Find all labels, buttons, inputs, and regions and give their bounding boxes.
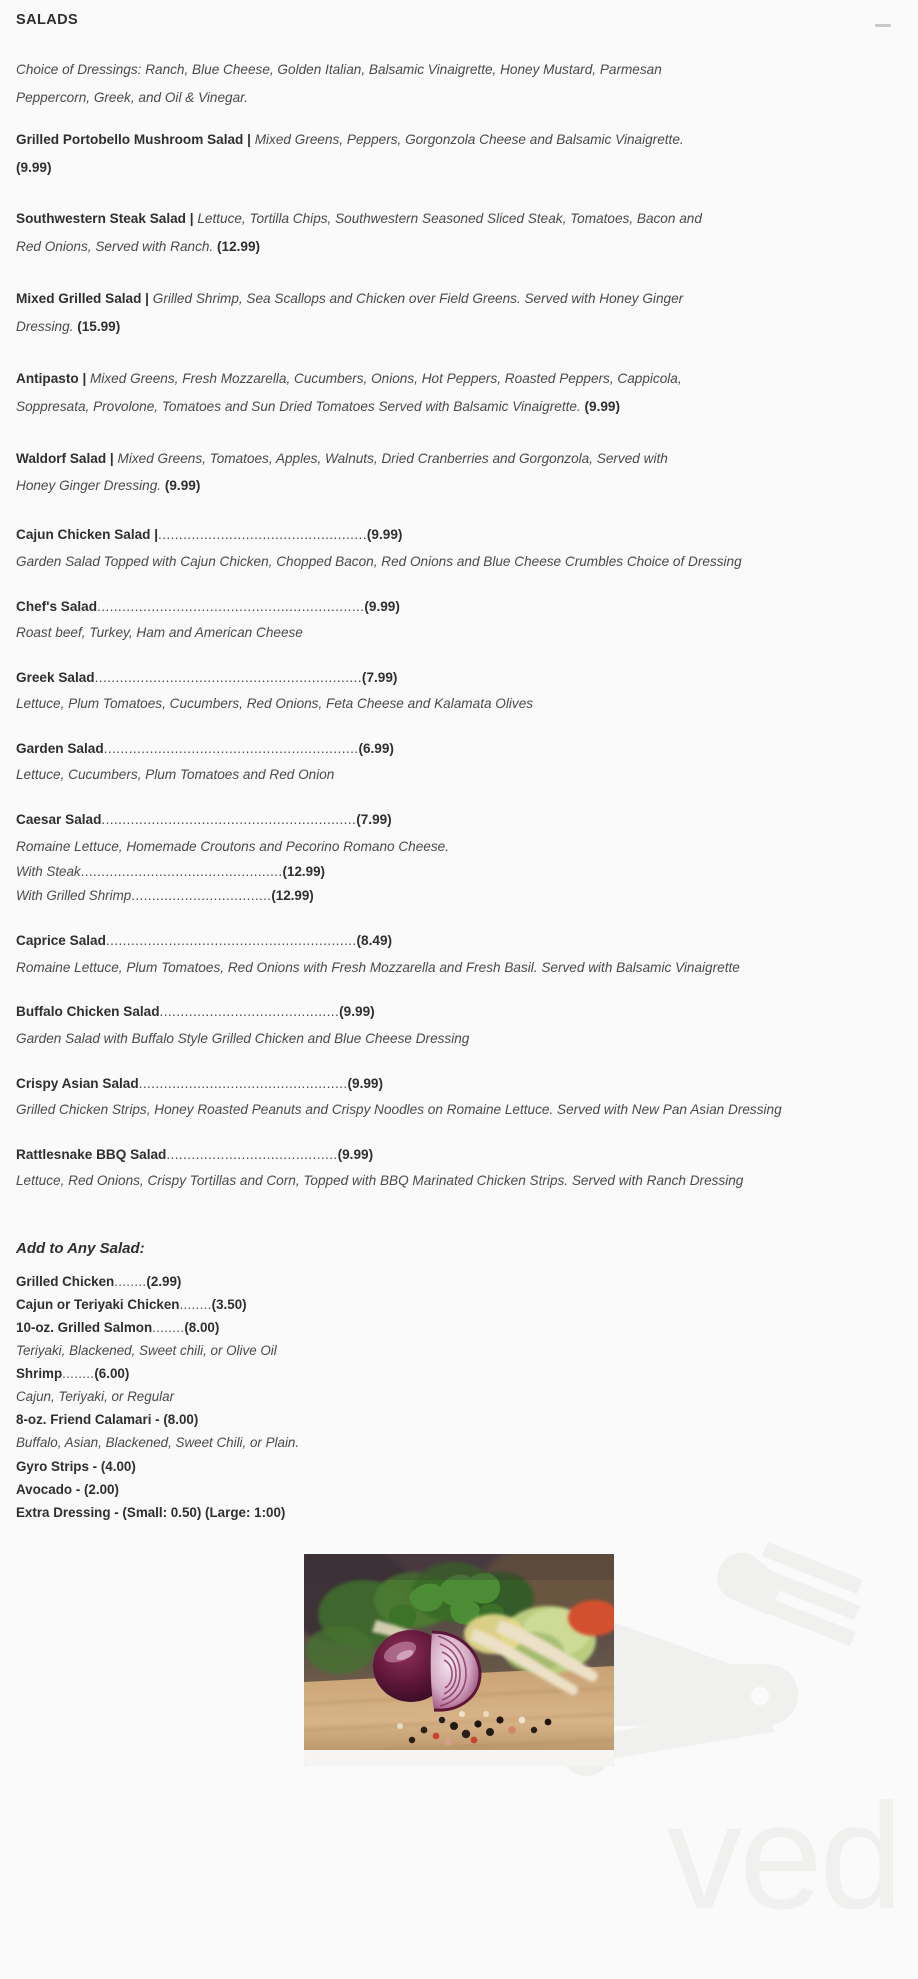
menu-item-description: Lettuce, Cucumbers, Plum Tomatoes and Red Onion (16, 767, 335, 783)
menu-item-description: Mixed Greens, Fresh Mozzarella, Cucumbers, Onions, Hot Peppers, Roasted Peppers, Cappicola, Soppresata, Provolone, Tomatoes and Sun Dried Tomatoes Served with Balsamic Vinaigrette. (16, 370, 682, 414)
dot-leader: .................................................. (138, 1075, 348, 1091)
menu-item-description: Lettuce, Red Onions, Crispy Tortillas and Corn, Topped with BBQ Marinated Chicken Strips. Served with Ranch Dressing (16, 1173, 744, 1189)
photo-container (16, 1554, 902, 1788)
menu-item (16, 285, 708, 341)
add-on-item (16, 1408, 902, 1431)
menu-item-line (16, 596, 902, 618)
menu-item (16, 1073, 902, 1123)
menu-item-price: (9.99) (366, 527, 403, 543)
menu-item-price: (12.99) (217, 239, 261, 255)
menu-item-line (16, 809, 902, 831)
add-ons-section (16, 1240, 902, 1524)
menu-item-line (16, 1001, 902, 1023)
add-on-name: Gyro Strips - (16, 1458, 101, 1474)
menu-item-variant (16, 860, 902, 885)
dot-leader: ................................................................ (94, 669, 362, 685)
add-on-name: Extra Dressing - (16, 1504, 123, 1520)
menu-item-variant (16, 884, 902, 909)
dot-leader: ......................................... (166, 1146, 338, 1162)
menu-item-description: Mixed Greens, Peppers, Gorgonzola Cheese and Balsamic Vinaigrette. (250, 131, 684, 147)
minus-icon[interactable] (872, 14, 894, 36)
menu-item-line (16, 930, 902, 952)
menu-item-name: Caesar Salad (16, 812, 102, 828)
add-on-item (16, 1293, 902, 1316)
add-ons-title: Add to Any Salad: (16, 1240, 145, 1258)
add-on-note: Buffalo, Asian, Blackened, Sweet Chili, or Plain. (16, 1435, 300, 1451)
section-header (16, 0, 902, 36)
menu-item-price: (9.99) (164, 478, 201, 494)
add-on-price: (8.00) (184, 1320, 220, 1336)
menu-item-price: (9.99) (339, 1004, 375, 1020)
add-on-item (16, 1455, 902, 1478)
menu-item-name: Antipasto | (16, 370, 87, 386)
dotted-item-list (16, 524, 902, 1194)
menu-item (16, 445, 708, 501)
menu-item (16, 1001, 902, 1051)
menu-item-price: (9.99) (16, 159, 52, 175)
menu-item-line (16, 1144, 902, 1166)
menu-item (16, 524, 902, 574)
add-on-item (16, 1270, 902, 1293)
add-on-name: Avocado - (16, 1481, 84, 1497)
menu-item-price: (9.99) (337, 1146, 374, 1162)
menu-item-name: Grilled Portobello Mushroom Salad | (16, 131, 251, 147)
menu-item-name: Garden Salad (16, 741, 104, 757)
add-on-note: Teriyaki, Blackened, Sweet chili, or Olive Oil (16, 1343, 277, 1359)
dot-leader: ............................................................ (105, 933, 357, 949)
add-on-name: Shrimp (16, 1366, 63, 1382)
salad-ingredients-photo (304, 1554, 614, 1766)
menu-item-price: (9.99) (584, 398, 621, 414)
menu-item-description: Garden Salad Topped with Cajun Chicken, Chopped Bacon, Red Onions and Blue Cheese Crumbles Choice of Dressing (16, 553, 742, 569)
add-on-price: (2.99) (146, 1274, 182, 1290)
menu-item-line (16, 524, 902, 546)
add-ons-rows (16, 1270, 902, 1524)
menu-item-description: Roast beef, Turkey, Ham and American Cheese (16, 624, 303, 640)
menu-item (16, 596, 902, 646)
menu-item-name: Chef's Salad (16, 598, 98, 614)
menu-item (16, 126, 708, 182)
menu-item-price: (7.99) (361, 669, 398, 685)
menu-item-description: Grilled Shrimp, Sea Scallops and Chicken over Field Greens. Served with Honey Ginger Dressing. (16, 291, 684, 335)
menu-item-description: Grilled Chicken Strips, Honey Roasted Peanuts and Crispy Noodles on Romaine Lettuce. Served with New Pan Asian Dressing (16, 1102, 782, 1118)
menu-item (16, 667, 902, 717)
menu-item (16, 205, 708, 261)
menu-item (16, 1144, 902, 1194)
add-on-name: Grilled Chicken (16, 1274, 115, 1290)
dot-leader: ........................................... (159, 1004, 340, 1020)
add-on-price: (Small: 0.50) (Large: 1:00) (122, 1504, 286, 1520)
add-on-price: (2.00) (83, 1481, 119, 1497)
menu-item-name: Mixed Grilled Salad | (16, 291, 149, 307)
add-on-name: Cajun or Teriyaki Chicken (16, 1297, 180, 1313)
add-on-price: (4.00) (100, 1458, 136, 1474)
variant-name: With Grilled Shrimp (16, 888, 132, 904)
add-on-item (16, 1501, 902, 1524)
add-on-name: 10-oz. Grilled Salmon (16, 1320, 153, 1336)
add-on-item (16, 1362, 902, 1385)
menu-item-line (16, 1073, 902, 1095)
dot-leader: .................................. (131, 888, 272, 904)
menu-item-line (16, 667, 902, 689)
menu-item-description: Garden Salad with Buffalo Style Grilled Chicken and Blue Cheese Dressing (16, 1030, 470, 1046)
menu-item-description: Lettuce, Tortilla Chips, Southwestern Seasoned Sliced Steak, Tomatoes, Bacon and Red Onions, Served with Ranch. (16, 211, 702, 255)
menu-item-name: Southwestern Steak Salad | (16, 211, 194, 227)
menu-item-name: Caprice Salad (16, 933, 106, 949)
dot-leader: ................................................. (80, 863, 283, 879)
menu-item-price: (7.99) (356, 812, 392, 828)
menu-item (16, 930, 902, 980)
dot-leader: ........ (114, 1274, 147, 1290)
variant-price: (12.99) (271, 888, 314, 904)
menu-item-price: (6.99) (358, 741, 394, 757)
menu-item-name: Greek Salad (16, 669, 95, 685)
menu-item-description: Romaine Lettuce, Plum Tomatoes, Red Onions with Fresh Mozzarella and Fresh Basil. Served with Balsamic Vinaigrette (16, 959, 740, 975)
add-on-price: (8.00) (163, 1412, 199, 1428)
add-on-item (16, 1478, 902, 1501)
menu-item-price: (15.99) (77, 319, 121, 335)
pipe-item-list (16, 126, 902, 501)
menu-item-name: Rattlesnake BBQ Salad (16, 1146, 167, 1162)
page-title: SALADS (16, 12, 79, 28)
menu-item-price: (8.49) (356, 933, 393, 949)
add-on-price: (6.00) (94, 1366, 130, 1382)
dot-leader: .................................................. (158, 527, 367, 543)
dot-leader: ........ (152, 1320, 185, 1336)
variant-name: With Steak (16, 863, 81, 879)
variant-price: (12.99) (282, 863, 325, 879)
menu-item-name: Cajun Chicken Salad | (16, 527, 159, 543)
dot-leader: ............................................................. (103, 741, 359, 757)
dressing-note: Choice of Dressings: Ranch, Blue Cheese, Golden Italian, Balsamic Vinaigrette, Honey Mustard, Parmesan Peppercorn, Greek, and Oil & Vinegar. (16, 62, 662, 105)
menu-item-description: Romaine Lettuce, Homemade Croutons and Pecorino Romano Cheese. (16, 838, 449, 854)
dot-leader: ............................................................. (101, 812, 357, 828)
menu-item-name: Crispy Asian Salad (16, 1075, 139, 1091)
watermark-text: ved (667, 1772, 900, 1940)
add-on-price: (3.50) (211, 1297, 247, 1313)
menu-item (16, 365, 708, 421)
menu-item-description: Lettuce, Plum Tomatoes, Cucumbers, Red Onions, Feta Cheese and Kalamata Olives (16, 696, 534, 712)
menu-item (16, 738, 902, 788)
dot-leader: ........ (179, 1297, 212, 1313)
menu-item (16, 809, 902, 909)
dot-leader: ........ (62, 1366, 95, 1382)
dot-leader: ................................................................ (97, 598, 365, 614)
menu-item-price: (9.99) (347, 1075, 384, 1091)
add-on-name: 8-oz. Friend Calamari - (16, 1412, 164, 1428)
menu-item-price: (9.99) (364, 598, 400, 614)
menu-item-description: Mixed Greens, Tomatoes, Apples, Walnuts, Dried Cranberries and Gorgonzola, Served with Honey Ginger Dressing. (16, 450, 668, 494)
add-on-note: Cajun, Teriyaki, or Regular (16, 1389, 175, 1405)
menu-item-name: Waldorf Salad | (16, 450, 114, 466)
add-on-item (16, 1316, 902, 1339)
menu-item-line (16, 738, 902, 760)
menu-item-name: Buffalo Chicken Salad (16, 1004, 160, 1020)
